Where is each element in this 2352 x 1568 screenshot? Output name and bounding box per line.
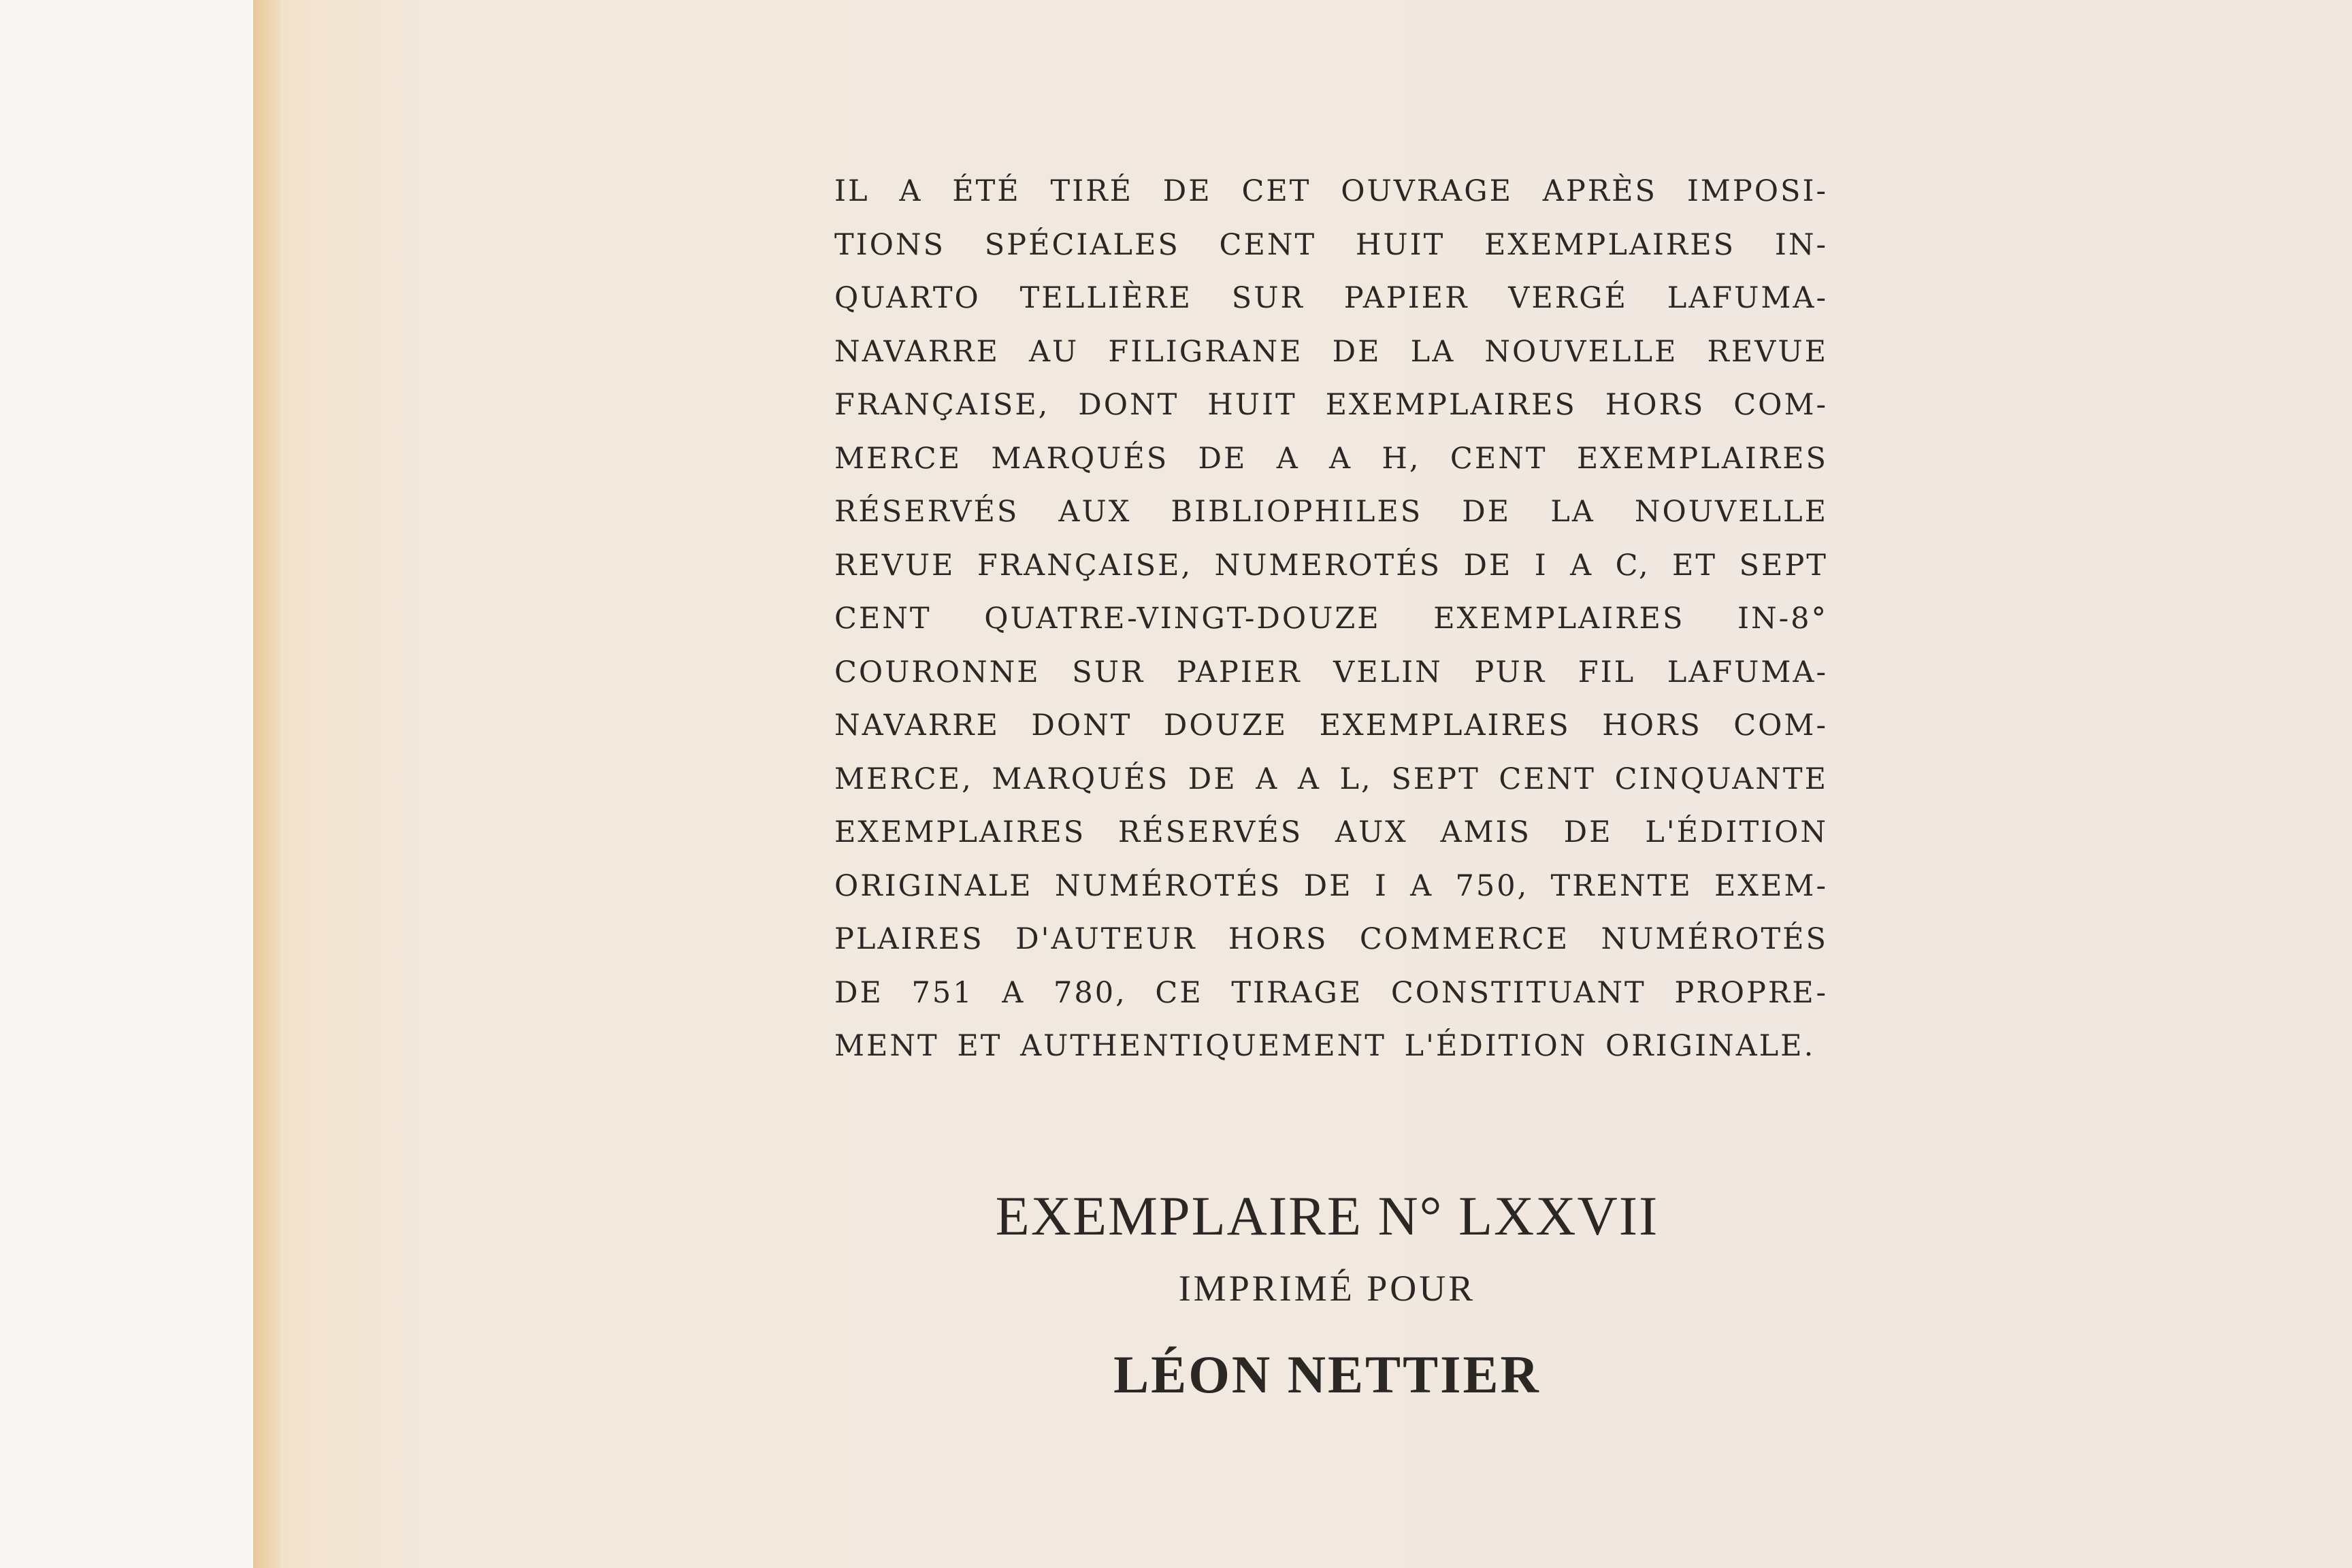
colophon-line: ORIGINALE NUMÉROTÉS DE I A 750, TRENTE EXEM- bbox=[834, 868, 1828, 903]
colophon-line: COURONNE SUR PAPIER VELIN PUR FIL LAFUMA- bbox=[834, 655, 1828, 689]
justification-colophon bbox=[834, 165, 1828, 1073]
colophon-line: TIONS SPÉCIALES CENT HUIT EXEMPLAIRES IN- bbox=[834, 227, 1828, 262]
colophon-line: QUARTO TELLIÈRE SUR PAPIER VERGÉ LAFUMA- bbox=[834, 281, 1828, 315]
colophon-line: EXEMPLAIRES RÉSERVÉS AUX AMIS DE L'ÉDITION bbox=[834, 815, 1828, 849]
colophon-line: IL A ÉTÉ TIRÉ DE CET OUVRAGE APRÈS IMPOSI- bbox=[834, 174, 1828, 208]
recipient-name: LÉON NETTIER bbox=[1113, 1345, 1541, 1404]
colophon-line: NAVARRE AU FILIGRANE DE LA NOUVELLE REVUE bbox=[834, 334, 1828, 369]
colophon-line: CENT QUATRE-VINGT-DOUZE EXEMPLAIRES IN-8° bbox=[834, 602, 1828, 636]
colophon-line: RÉSERVÉS AUX BIBLIOPHILES DE LA NOUVELLE bbox=[834, 495, 1828, 529]
colophon-line: NAVARRE DONT DOUZE EXEMPLAIRES HORS COM- bbox=[834, 708, 1828, 742]
colophon-line: MERCE, MARQUÉS DE A A L, SEPT CENT CINQUANTE bbox=[834, 762, 1828, 796]
colophon-line: DE 751 A 780, CE TIRAGE CONSTITUANT PROPRE- bbox=[834, 975, 1828, 1010]
colophon-line: PLAIRES D'AUTEUR HORS COMMERCE NUMÉROTÉS bbox=[834, 922, 1828, 956]
copy-number: EXEMPLAIRE N° LXXVII bbox=[995, 1185, 1659, 1247]
colophon-line: MENT ET AUTHENTIQUEMENT L'ÉDITION ORIGINALE. bbox=[834, 1029, 1816, 1063]
colophon-line: MERCE MARQUÉS DE A A H, CENT EXEMPLAIRES bbox=[834, 441, 1828, 476]
colophon-line: REVUE FRANÇAISE, NUMEROTÉS DE I A C, ET SEPT bbox=[834, 548, 1828, 583]
printed-for-label: IMPRIMÉ POUR bbox=[1178, 1268, 1476, 1309]
colophon-line: FRANÇAISE, DONT HUIT EXEMPLAIRES HORS COM- bbox=[834, 388, 1828, 422]
page-deckle-edge bbox=[253, 0, 280, 1568]
